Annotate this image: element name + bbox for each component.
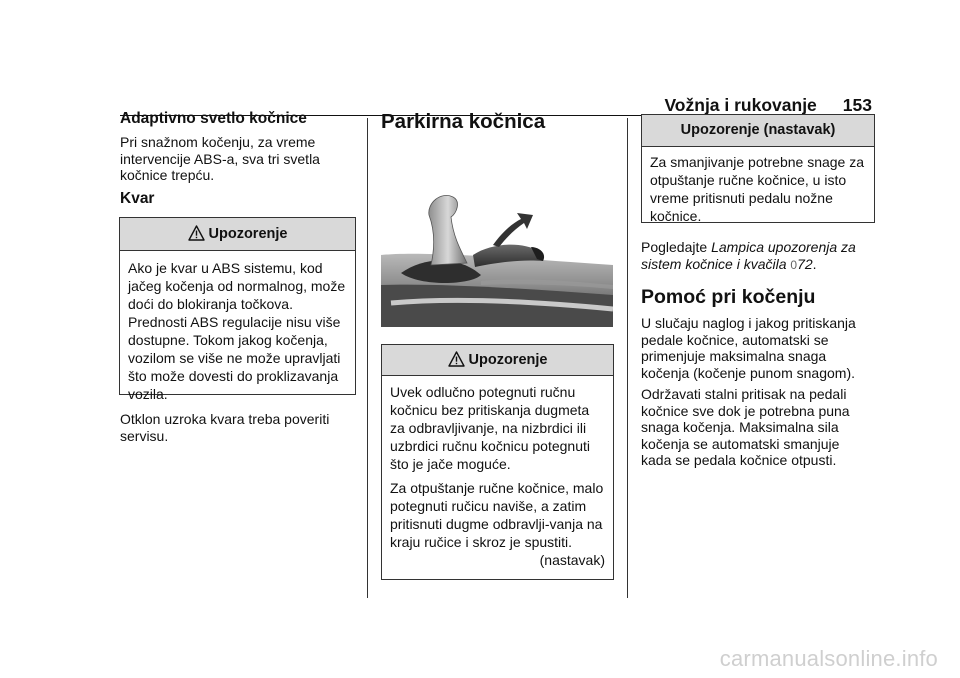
- warning-box-abs: [119, 217, 356, 402]
- paragraph-brake-assist-2: Održavati stalni pritisak na pedali kočnice sve dok je potrebna puna snaga kočenja. Maksimalna sila kočenja se automatski smanjuje kada se pedala kočnice otpusti.: [641, 386, 850, 468]
- warning-icon: [188, 221, 205, 254]
- warning-header: [382, 345, 613, 376]
- warning-paragraph-1: Uvek odlučno potegnuti ručnu kočnicu bez pritiskanja dugmeta za odbravljivanje, na nizbrdici ili uzbrdici ručnu kočnicu potegnuti što je jače moguće.: [390, 384, 591, 472]
- see-prefix: Pogledajte: [641, 239, 712, 255]
- warning-box-continued: [641, 114, 875, 223]
- warning-header: [120, 218, 355, 251]
- see-page-number[interactable]: 72: [797, 255, 813, 272]
- column-divider-1: [367, 118, 368, 598]
- running-header: [664, 95, 872, 116]
- see-suffix: .: [812, 255, 817, 272]
- warning-body: Za smanjivanje potrebne snage za otpuštanje ručne kočnice, u isto vreme pritisnuti pedalu nožne kočnice.: [650, 154, 865, 224]
- see-reference: [641, 239, 875, 273]
- see-link-text[interactable]: Lampica upozorenja za sistem kočnice i kvačila: [641, 239, 856, 272]
- paragraph-brake-assist-1: U slučaju naglog i jakog pritiskanja pedale kočnice, automatski se primenjuje maksimalna snaga kočenja (kočenje punom snagom).: [641, 315, 856, 381]
- warning-title: Upozorenje: [208, 226, 288, 242]
- warning-icon: [448, 348, 465, 379]
- heading-brake-assist: Pomoć pri kočenju: [641, 286, 816, 308]
- continued-label: (nastavak): [539, 552, 605, 568]
- warning-header: Upozorenje (nastavak): [642, 115, 874, 147]
- paragraph-adaptive-brake-light: Pri snažnom kočenju, za vreme intervencije ABS-a, sva tri svetla kočnice trepću.: [120, 134, 320, 183]
- heading-adaptive-brake-light: Adaptivno svetlo kočnice: [120, 110, 307, 127]
- watermark: carmanualsonline.info: [719, 646, 938, 671]
- page-number: 153: [842, 95, 872, 115]
- warning-body: [382, 376, 613, 575]
- warning-title: Upozorenje: [468, 352, 548, 368]
- heading-parking-brake: Parkirna kočnica: [381, 110, 546, 133]
- parking-brake-illustration: [381, 185, 613, 327]
- warning-paragraph-2: Za otpuštanje ručne kočnice, malo potegnuti ručicu naviše, a zatim pritisnuti dugme odbravlji-vanja na kraju ručice i skroz je spustiti.: [390, 480, 604, 550]
- warning-box-parking-brake: [381, 344, 614, 580]
- heading-fault: Kvar: [120, 190, 155, 207]
- paragraph-fault-service: Otklon uzroka kvara treba poveriti servisu.: [120, 411, 330, 444]
- page-ref-arrow-icon: 0: [790, 257, 798, 272]
- column-divider-2: [627, 118, 628, 598]
- warning-body: Ako je kvar u ABS sistemu, kod jačeg kočenja od normalnog, može doći do blokiranja točkova. Prednosti ABS regulacije nisu više dostupne. Tokom jakog kočenja, vozilom se više ne može upravljati što može dovesti do proklizavanja vozila.: [128, 260, 346, 402]
- section-title: Vožnja i rukovanje: [664, 95, 817, 115]
